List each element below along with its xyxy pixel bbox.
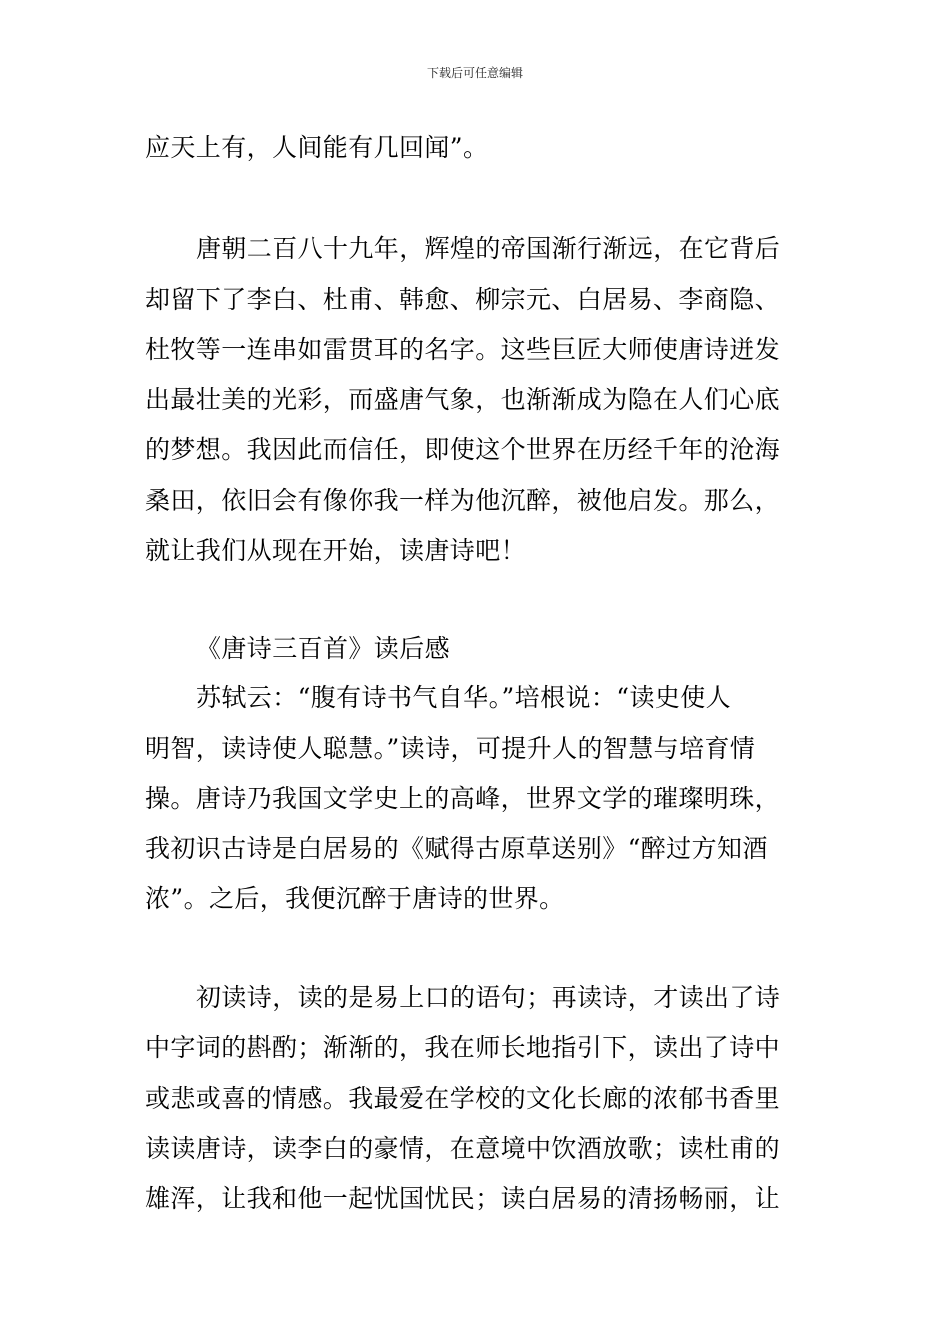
text-line: 却留下了李白、杜甫、韩愈、柳宗元、白居易、李商隐、 (145, 285, 781, 314)
text-line: 明智，读诗使人聪慧。”读诗，可提升人的智慧与培育情 (145, 734, 756, 763)
section-heading: 《唐诗三百首》读后感 (196, 634, 451, 663)
text-line: 操。唐诗乃我国文学史上的高峰，世界文学的璀璨明珠， (145, 784, 781, 813)
text-line: 桑田，依旧会有像你我一样为他沉醉，被他启发。那么， (145, 486, 781, 515)
text-line: 就让我们从现在开始，读唐诗吧！ (145, 536, 527, 565)
page-header: 下载后可任意编辑 (426, 66, 523, 80)
text-line: 浓”。之后，我便沉醉于唐诗的世界。 (145, 884, 565, 913)
text-line: 雄浑，让我和他一起忧国忧民；读白居易的清扬畅丽，让 (145, 1184, 781, 1213)
text-line: 的梦想。我因此而信任，即使这个世界在历经千年的沧海 (145, 435, 781, 464)
text-line: 中字词的斟酌；渐渐的，我在师长地指引下，读出了诗中 (145, 1033, 781, 1062)
paragraph-first-line: 唐朝二百八十九年，辉煌的帝国渐行渐远，在它背后 (196, 234, 781, 263)
text-line: 出最壮美的光彩，而盛唐气象，也渐渐成为隐在人们心底 (145, 385, 781, 414)
text-line: 应天上有，人间能有几回闻”。 (145, 133, 489, 162)
text-line: 读读唐诗，读李白的豪情，在意境中饮酒放歌；读杜甫的 (145, 1134, 781, 1163)
text-line: 杜牧等一连串如雷贯耳的名字。这些巨匠大师使唐诗迸发 (145, 335, 781, 364)
text-line: 或悲或喜的情感。我最爱在学校的文化长廊的浓郁书香里 (145, 1084, 781, 1113)
paragraph-first-line: 初读诗，读的是易上口的语句；再读诗，才读出了诗 (196, 983, 781, 1012)
text-line: 我初识古诗是白居易的《赋得古原草送别》“醉过方知酒 (145, 834, 768, 863)
paragraph-first-line: 苏轼云：“腹有诗书气自华。”培根说：“读史使人 (196, 683, 732, 712)
